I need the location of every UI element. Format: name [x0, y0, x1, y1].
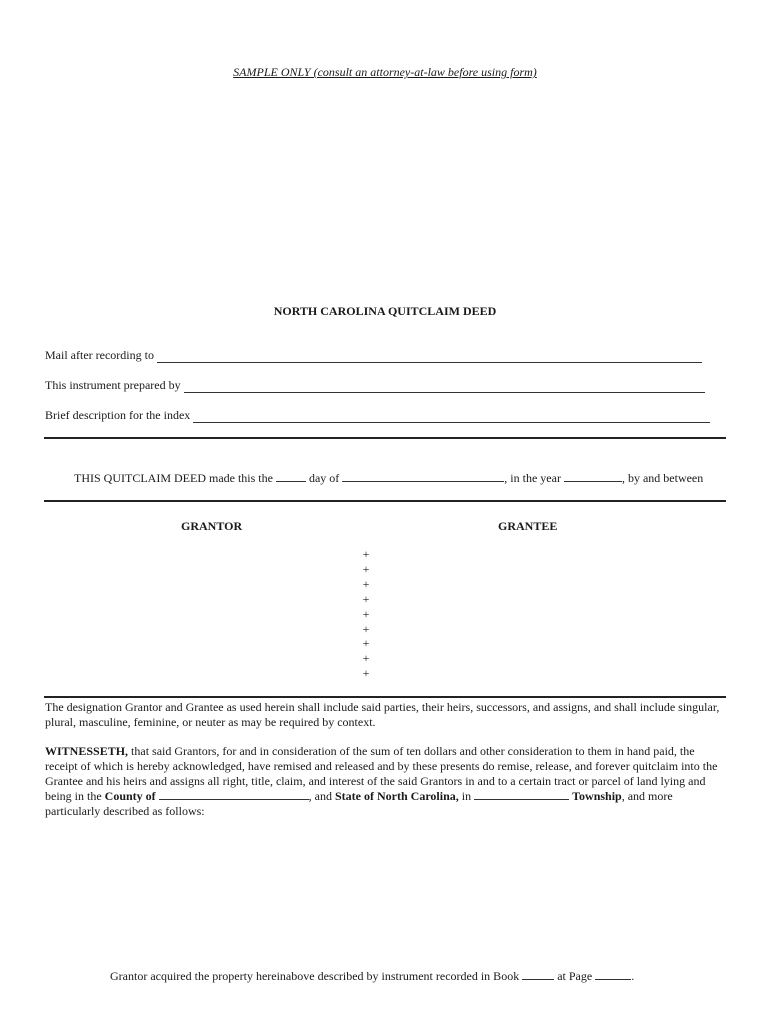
county-blank[interactable] [159, 789, 309, 800]
plus-mark: + [362, 591, 370, 606]
designation-text: The designation Grantor and Grantee as used herein shall include said parties, their heirs, successors, and assigns, and shall include singular, plural, masculine, feminine, or neuter as may be required by context. [45, 700, 720, 729]
prepared-by-field[interactable] [45, 378, 710, 393]
designation-paragraph [45, 700, 725, 730]
prepared-by-line[interactable] [184, 381, 705, 393]
plus-mark: + [362, 576, 370, 591]
mail-after-recording-label: Mail after recording to [45, 348, 154, 362]
section-divider [44, 696, 726, 698]
prepared-by-label: This instrument prepared by [45, 378, 181, 392]
sample-only-note: SAMPLE ONLY (consult an attorney-at-law before using form) [233, 65, 537, 79]
plus-mark: + [362, 666, 370, 681]
brief-description-label: Brief description for the index [45, 408, 191, 422]
township-blank[interactable] [474, 789, 569, 800]
section-divider [44, 437, 726, 439]
witnesseth-tail: , and more particularly described as follows: [45, 789, 673, 818]
brief-description-line[interactable] [193, 411, 710, 423]
section-divider [44, 500, 726, 502]
acquisition-line [110, 968, 634, 984]
plus-mark: + [362, 547, 370, 561]
acquisition-at-page: at Page [557, 969, 593, 983]
deed-text-made-this: THIS QUITCLAIM DEED made this the [74, 471, 273, 485]
plus-mark: + [362, 636, 370, 651]
mail-after-recording-line[interactable] [157, 351, 702, 363]
plus-mark: + [362, 651, 370, 666]
township-label: Township [572, 789, 622, 803]
state-label: State of North Carolina, [335, 789, 459, 803]
witnesseth-paragraph [45, 744, 725, 819]
mail-after-recording-field[interactable] [45, 348, 710, 363]
document-title: NORTH CAROLINA QUITCLAIM DEED [273, 304, 497, 318]
witnesseth-and: , and [308, 789, 335, 803]
deed-text-in-the-year: , in the year [504, 471, 561, 485]
deed-date-line [74, 470, 703, 486]
plus-mark: + [362, 621, 370, 636]
witnesseth-lead: WITNESSETH, [45, 744, 129, 758]
acquisition-period: . [631, 969, 635, 983]
deed-text-by-and-between: , by and between [621, 471, 704, 485]
month-blank[interactable] [342, 470, 504, 482]
deed-text-day-of: day of [308, 471, 340, 485]
brief-description-field[interactable] [45, 408, 710, 423]
plus-mark: + [362, 561, 370, 576]
day-blank[interactable] [276, 470, 306, 482]
grantee-heading: GRANTEE [498, 519, 558, 533]
grantor-heading: GRANTOR [181, 519, 243, 533]
year-blank[interactable] [564, 470, 622, 482]
county-label: County of [104, 789, 156, 803]
acquisition-text: Grantor acquired the property hereinabove described by instrument recorded in Book [110, 969, 520, 983]
plus-separator-column [360, 547, 372, 681]
book-blank[interactable] [522, 968, 554, 980]
witnesseth-body: that said Grantors, for and in consideration of the sum of ten dollars and other consideration to them in hand paid, the receipt of which is hereby acknowledged, have remised and released and by these presents do remise, release, and forever quitclaim into the Grantee and his heirs and assigns all right, title, claim, and interest of the said Grantors in and to a certain tract or parcel of land lying and being in the [45, 744, 718, 803]
page-blank[interactable] [595, 968, 631, 980]
plus-mark: + [362, 606, 370, 621]
witnesseth-in: in [458, 789, 475, 803]
